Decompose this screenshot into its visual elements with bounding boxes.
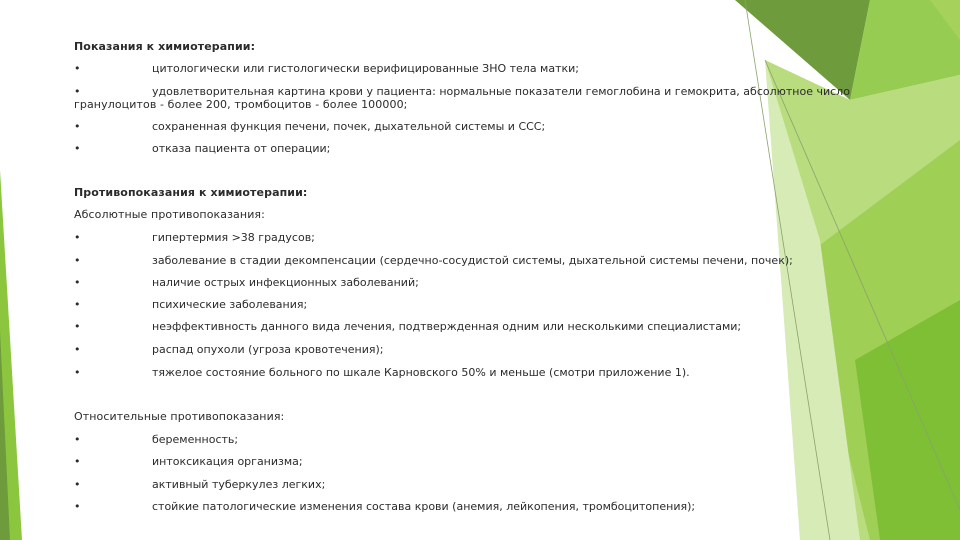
- bullet: •: [74, 85, 81, 98]
- bullet: •: [74, 276, 81, 289]
- absolute-item: распад опухоли (угроза кровотечения);: [152, 343, 384, 356]
- absolute-item: гипертермия >38 градусов;: [152, 231, 315, 244]
- relative-contraindications-label: Относительные противопоказания:: [74, 410, 285, 423]
- bullet: •: [74, 120, 81, 133]
- indication-item-3: сохраненная функция печени, почек, дыхательной системы и ССС;: [152, 120, 546, 133]
- bullet: •: [74, 298, 81, 311]
- absolute-item: наличие острых инфекционных заболеваний;: [152, 276, 419, 289]
- bullet: •: [74, 254, 81, 267]
- bullet: •: [74, 455, 81, 468]
- absolute-item: заболевание в стадии декомпенсации (сердечно-сосудистой системы, дыхательной системы печени, почек);: [152, 254, 793, 267]
- absolute-item: неэффективность данного вида лечения, подтвержденная одним или несколькими специалистами;: [152, 320, 742, 333]
- indications-heading: Показания к химиотерапии:: [74, 40, 256, 53]
- absolute-item: тяжелое состояние больного по шкале Карновского 50% и меньше (смотри приложение 1).: [152, 366, 690, 379]
- relative-item: активный туберкулез легких;: [152, 478, 326, 491]
- bullet: •: [74, 366, 81, 379]
- bullet: •: [74, 142, 81, 155]
- indication-item-2-line-2: гранулоцитов - более 200, тромбоцитов - более 100000;: [74, 98, 408, 111]
- bullet: •: [74, 433, 81, 446]
- absolute-contraindications-label: Абсолютные противопоказания:: [74, 208, 265, 221]
- bullet: •: [74, 62, 81, 75]
- indication-item-1: цитологически или гистологически верифицированные ЗНО тела матки;: [152, 62, 580, 75]
- bullet: •: [74, 478, 81, 491]
- relative-item: интоксикация организма;: [152, 455, 303, 468]
- bullet: •: [74, 500, 81, 513]
- bullet: •: [74, 231, 81, 244]
- relative-item: стойкие патологические изменения состава крови (анемия, лейкопения, тромбоцитопения);: [152, 500, 696, 513]
- relative-item: беременность;: [152, 433, 239, 446]
- bullet: •: [74, 320, 81, 333]
- contraindications-heading: Противопоказания к химиотерапии:: [74, 186, 308, 199]
- indication-item-4: отказа пациента от операции;: [152, 142, 331, 155]
- absolute-item: психические заболевания;: [152, 298, 308, 311]
- bullet: •: [74, 343, 81, 356]
- indication-item-2-line-1: удовлетворительная картина крови у пациента: нормальные показатели гемоглобина и гемокрита, абсолютное число: [152, 85, 850, 98]
